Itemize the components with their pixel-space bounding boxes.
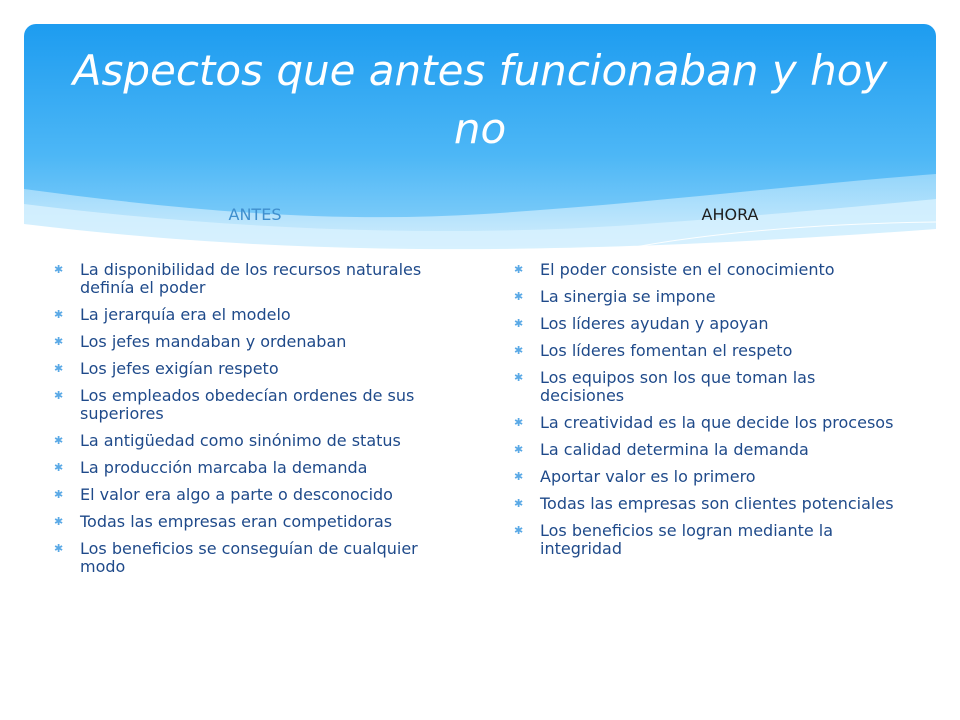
list-item-text: La antigüedad como sinónimo de status <box>80 431 401 450</box>
list-item-text: Los jefes mandaban y ordenaban <box>80 332 347 351</box>
star-bullet-icon: ✱ <box>54 362 64 375</box>
list-item <box>52 459 452 477</box>
list-item <box>512 441 902 459</box>
list-item-text: El valor era algo a parte o desconocido <box>80 485 393 504</box>
list-item-text: La jerarquía era el modelo <box>80 305 291 324</box>
list-item-text: La producción marcaba la demanda <box>80 458 368 477</box>
list-item <box>52 306 452 324</box>
list-item-text: El poder consiste en el conocimiento <box>540 260 835 279</box>
column-heading-antes: ANTES <box>228 205 282 224</box>
star-bullet-icon: ✱ <box>514 290 524 303</box>
list-item-text: La creatividad es la que decide los procesos <box>540 413 894 432</box>
slide-title: Aspectos que antes funcionaban y hoy no <box>72 46 888 153</box>
list-item <box>52 513 452 531</box>
list-item-text: Aportar valor es lo primero <box>540 467 756 486</box>
star-bullet-icon: ✱ <box>54 542 64 555</box>
star-bullet-icon: ✱ <box>514 470 524 483</box>
star-bullet-icon: ✱ <box>54 515 64 528</box>
list-item <box>52 387 452 423</box>
list-item-text: Todas las empresas son clientes potenciales <box>540 494 894 513</box>
list-item-text: Los líderes fomentan el respeto <box>540 341 793 360</box>
star-bullet-icon: ✱ <box>54 488 64 501</box>
list-item <box>512 495 902 513</box>
list-item <box>512 342 902 360</box>
star-bullet-icon: ✱ <box>514 263 524 276</box>
list-item-text: La calidad determina la demanda <box>540 440 809 459</box>
star-bullet-icon: ✱ <box>514 317 524 330</box>
list-item <box>52 432 452 450</box>
star-bullet-icon: ✱ <box>514 497 524 510</box>
list-item-text: Los equipos son los que toman las decisiones <box>540 368 816 405</box>
star-bullet-icon: ✱ <box>54 308 64 321</box>
star-bullet-icon: ✱ <box>54 434 64 447</box>
list-item-text: Los beneficios se logran mediante la integridad <box>540 521 834 558</box>
star-bullet-icon: ✱ <box>514 371 524 384</box>
star-bullet-icon: ✱ <box>514 416 524 429</box>
star-bullet-icon: ✱ <box>514 344 524 357</box>
list-item <box>512 369 902 405</box>
list-item-text: Todas las empresas eran competidoras <box>80 512 393 531</box>
column-heading-ahora: AHORA <box>701 205 759 224</box>
star-bullet-icon: ✱ <box>54 263 64 276</box>
list-item-text: Los líderes ayudan y apoyan <box>540 314 769 333</box>
star-bullet-icon: ✱ <box>54 335 64 348</box>
star-bullet-icon: ✱ <box>54 389 64 402</box>
list-item <box>52 261 452 297</box>
star-bullet-icon: ✱ <box>514 524 524 537</box>
list-item <box>512 414 902 432</box>
list-item <box>512 288 902 306</box>
list-item-text: Los beneficios se conseguían de cualquier modo <box>80 539 418 576</box>
ahora-bullet-list <box>512 261 902 567</box>
list-item <box>52 486 452 504</box>
antes-bullet-list <box>52 261 452 585</box>
list-item-text: Los empleados obedecían ordenes de sus superiores <box>80 386 415 423</box>
star-bullet-icon: ✱ <box>514 443 524 456</box>
list-item <box>52 360 452 378</box>
list-item <box>512 468 902 486</box>
star-bullet-icon: ✱ <box>54 461 64 474</box>
list-item <box>512 261 902 279</box>
list-item <box>512 315 902 333</box>
list-item <box>52 333 452 351</box>
list-item-text: La disponibilidad de los recursos naturales definía el poder <box>80 260 422 297</box>
list-item-text: Los jefes exigían respeto <box>80 359 279 378</box>
list-item-text: La sinergia se impone <box>540 287 716 306</box>
list-item <box>512 522 902 558</box>
list-item <box>52 540 452 576</box>
